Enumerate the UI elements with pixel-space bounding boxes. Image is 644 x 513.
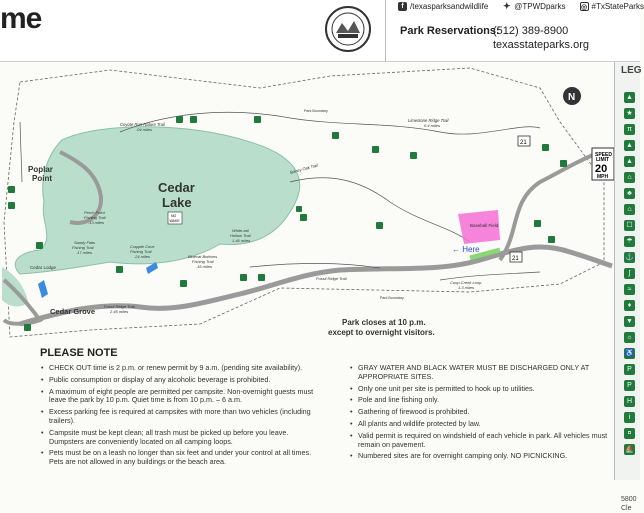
water-icon: ♦ bbox=[624, 300, 635, 311]
headquarters-icon bbox=[542, 144, 549, 151]
note-item: • All plants and wildlife protected by law. bbox=[349, 420, 611, 429]
cedar-lodge-label: Cedar Lodge bbox=[30, 265, 57, 270]
trail-label: Perch Point Fishing Trail .13 miles bbox=[84, 210, 106, 225]
cedar-lake bbox=[15, 127, 299, 274]
swimming-icon: ≈ bbox=[624, 284, 635, 295]
boat-ramp-icon bbox=[36, 242, 43, 249]
please-note-section bbox=[0, 342, 614, 480]
road-marker bbox=[518, 136, 530, 146]
trail-length: .04 miles bbox=[136, 127, 153, 132]
speed-limit-sign bbox=[592, 148, 614, 180]
tent-icon: ▲ bbox=[624, 156, 635, 167]
note-item: • Gathering of firewood is prohibited. bbox=[349, 408, 611, 417]
handwritten-note: ← Here bbox=[452, 245, 480, 254]
twitter-icon: ✦ bbox=[502, 1, 511, 11]
twitter-handle: @TPWDparks bbox=[514, 2, 566, 11]
trail-length: 1.3 miles bbox=[458, 285, 475, 290]
accessible-icon: ♿ bbox=[625, 350, 634, 357]
boat-icon: ⛵ bbox=[625, 446, 634, 453]
trail-icon: ☼ bbox=[624, 332, 635, 343]
closing-notice: Park closes at 10 p.m. except to overnight visitors. bbox=[328, 318, 435, 337]
info-icon bbox=[560, 160, 567, 167]
trail-line bbox=[290, 178, 470, 242]
trail-line bbox=[20, 122, 22, 182]
boundary-label: Park Boundary bbox=[380, 296, 404, 300]
instagram-icon: ◎ bbox=[580, 4, 588, 11]
playground-icon bbox=[534, 220, 541, 227]
trail-icon bbox=[254, 116, 261, 123]
swimming-icon bbox=[24, 324, 31, 331]
note-item: • Public consumption or display of any alcoholic beverage is prohibited. bbox=[40, 376, 325, 385]
north-arrow bbox=[563, 87, 581, 105]
picnic-icon bbox=[176, 116, 183, 123]
note-item: • CHECK OUT time is 2 p.m. or renew permit by 9 a.m. (pending site availability). bbox=[40, 364, 325, 373]
fishing-icon bbox=[116, 266, 123, 273]
speed-limit-unit: MPH bbox=[597, 174, 609, 180]
facebook-link[interactable] bbox=[398, 2, 488, 11]
fish-cleaning-icon: ¤ bbox=[624, 428, 635, 439]
trail-label: Fossil Ridge Trail bbox=[316, 276, 347, 281]
restroom-icon: ☐ bbox=[624, 220, 635, 231]
lake-name: Cedar Lake bbox=[158, 180, 195, 210]
speed-limit-word: LIMIT bbox=[596, 157, 610, 163]
trail-label: Coyote Run Nature Trail bbox=[120, 122, 165, 127]
road-upper bbox=[500, 152, 600, 260]
parking-icon bbox=[296, 206, 302, 212]
trail-label: Fossil Ridge Trail bbox=[104, 304, 135, 309]
trail-icon bbox=[372, 146, 379, 153]
camping-icon bbox=[8, 186, 15, 193]
star-icon: ★ bbox=[624, 108, 635, 119]
restroom-icon bbox=[258, 274, 265, 281]
baseball-field-label: Baseball Field bbox=[470, 223, 499, 228]
note-item: • Pets must be on a leash no longer than six feet and under your control at all times. Pets are not allowed in any buildings or the beach area. bbox=[40, 449, 325, 467]
fishing-icon bbox=[240, 274, 247, 281]
note-item: • A maximum of eight people are permitted per campsite. Non-overnight guests must leave the park by 10 p.m. Quiet time is from 10 p.m. – 6 a.m. bbox=[40, 388, 325, 406]
trail-label: Limestone Ridge Trail bbox=[408, 118, 449, 123]
picnic-icon bbox=[180, 280, 187, 287]
boundary-label: Park Boundary bbox=[304, 109, 328, 113]
parking-icon: P bbox=[624, 380, 635, 391]
speed-limit-value: 20 bbox=[595, 163, 608, 175]
notes-left-column bbox=[40, 364, 325, 470]
north-arrow-label: N bbox=[568, 92, 576, 103]
cedar-grove-label: Cedar Grove bbox=[50, 307, 96, 316]
road-marker bbox=[510, 252, 522, 262]
camping-icon: ▲ bbox=[624, 92, 635, 103]
legend-partial-text: 5800 Cle bbox=[621, 496, 637, 512]
tent-icon: ▲ bbox=[624, 140, 635, 151]
note-item: • Pole and line fishing only. bbox=[349, 396, 611, 405]
trail-length: 2.45 miles bbox=[110, 309, 129, 314]
please-note-title: PLEASE NOTE bbox=[40, 347, 118, 359]
legend-strip bbox=[614, 62, 642, 512]
map-header bbox=[0, 0, 644, 62]
speed-limit-top: SPEED bbox=[595, 152, 612, 158]
playground-icon: ♣ bbox=[624, 188, 635, 199]
park-map bbox=[0, 62, 614, 342]
no-wake-text: WAKE bbox=[169, 219, 180, 223]
note-item: • Excess parking fee is required at campsites with more than two vehicles (including trailers). bbox=[40, 408, 325, 426]
header-divider bbox=[385, 0, 386, 62]
trail-label: Bluecat Bottoms Fishing Trail .16 miles bbox=[188, 254, 218, 269]
dump-station-icon: ▼ bbox=[624, 316, 635, 327]
note-item: • Valid permit is required on windshield of each vehicle in park. All vehicles must remain on pavement. bbox=[349, 432, 611, 450]
note-item: • Numbered sites are for overnight camping only. NO PICNICKING. bbox=[349, 452, 611, 461]
restroom-icon bbox=[8, 202, 15, 209]
restroom-icon bbox=[190, 116, 197, 123]
trail-icon bbox=[300, 214, 307, 221]
road-marker-number: 21 bbox=[520, 140, 527, 146]
note-item: • Campsite must be kept clean; all trash must be picked up before you leave. Dumpsters are conveniently located on all camping loops. bbox=[40, 429, 325, 447]
trail-length: 0.4 miles bbox=[424, 123, 441, 128]
fishing-icon: ∫ bbox=[624, 268, 635, 279]
shelter-icon: ⌂ bbox=[624, 204, 635, 215]
picnic-icon bbox=[332, 132, 339, 139]
instagram-link[interactable] bbox=[580, 2, 644, 11]
no-wake-sign bbox=[168, 212, 182, 224]
reservations-label: Park Reservations: bbox=[400, 25, 500, 37]
notes-right-column bbox=[349, 364, 611, 464]
boat-ramp-icon: ⚓ bbox=[625, 254, 634, 261]
pavilion-icon: ⌂ bbox=[624, 172, 635, 183]
trail-label: Spiney Oak Trail bbox=[288, 162, 319, 175]
facebook-icon: f bbox=[398, 2, 407, 11]
trail-label: Sandy Flats Fishing Trail .17 miles bbox=[72, 240, 96, 255]
no-wake-text: NO bbox=[171, 214, 177, 218]
headquarters-icon: H bbox=[624, 396, 635, 407]
reservations-url: texasstateparks.org bbox=[493, 39, 589, 51]
parking-icon bbox=[376, 222, 383, 229]
poplar-point-label: Poplar Point bbox=[28, 165, 53, 183]
road-marker-number: 21 bbox=[512, 256, 519, 262]
boat-ramp-marker bbox=[38, 280, 48, 298]
legend-heading: LEG bbox=[621, 65, 642, 76]
state-parks-seal-icon bbox=[324, 5, 372, 53]
park-title: me bbox=[0, 2, 42, 35]
info-icon: i bbox=[624, 412, 635, 423]
trail-line bbox=[440, 272, 540, 280]
parking-icon: P bbox=[624, 364, 635, 375]
restroom-icon bbox=[410, 152, 417, 159]
note-item: • GRAY WATER AND BLACK WATER MUST BE DISCHARGED ONLY AT APPROPRIATE SITES. bbox=[349, 364, 611, 382]
social-links bbox=[398, 2, 644, 11]
reservations-phone: (512) 389-8900 bbox=[493, 25, 569, 37]
trail-label: Crappie Cove Fishing Trail .24 miles bbox=[130, 244, 155, 259]
trail-label: Coop Creek Loop bbox=[450, 280, 482, 285]
twitter-link[interactable] bbox=[502, 2, 565, 11]
instagram-handle: #TxStateParks bbox=[591, 2, 644, 11]
facebook-handle: /texasparksandwildlife bbox=[410, 2, 489, 11]
picnic-icon: π bbox=[624, 124, 635, 135]
note-item: • Only one unit per site is permitted to hook up to utilities. bbox=[349, 385, 611, 394]
trail-label: White-tail Hollow Trail 1.46 miles bbox=[230, 228, 251, 243]
shower-icon: ☂ bbox=[624, 236, 635, 247]
shelter-icon bbox=[548, 236, 555, 243]
